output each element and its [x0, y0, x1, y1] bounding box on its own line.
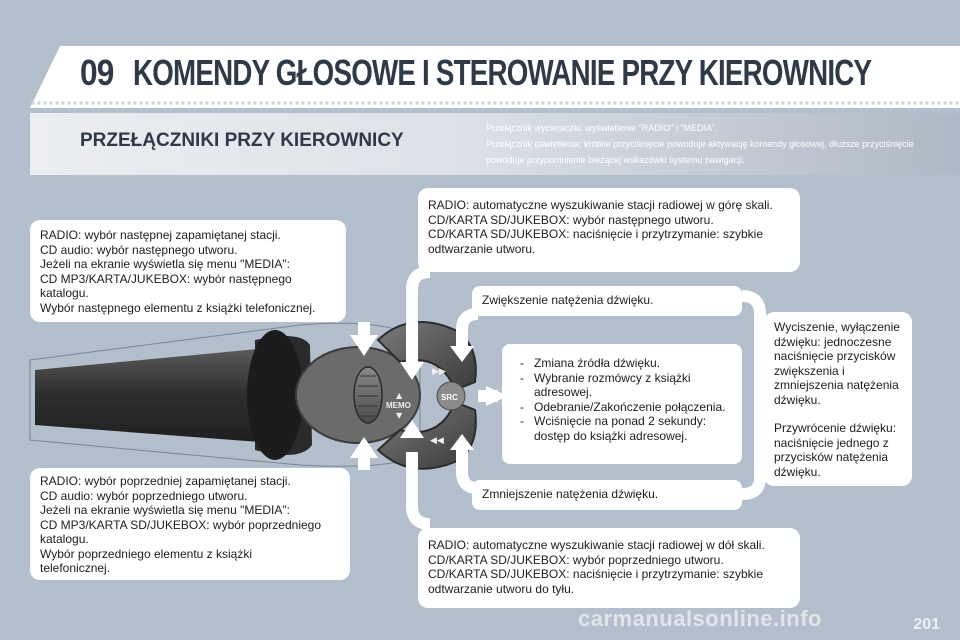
- memo-up-arrow: ▲: [396, 391, 403, 400]
- list-item: - Odebranie/Zakończenie połączenia.: [534, 400, 732, 415]
- page-number: 201: [913, 616, 940, 633]
- section-description-line-1: Przełącznik wycieraczki: wyświetlenie "RADIO" i "MEDIA".: [486, 123, 718, 133]
- list-item: - Wybranie rozmówcy z książki adresowej.: [534, 371, 732, 400]
- callout-line: CD/KARTA SD/JUKEBOX: wybór następnego utworu.: [428, 212, 714, 227]
- callout-seek-up: [418, 188, 800, 272]
- memo-knob: [354, 367, 382, 423]
- section-description-line-2: Przełącznik oświetlenia: krótkie przyciśnięcie powoduje aktywację komendy głosowej, dłuższe przyciśnięcie powoduje przypomnienie bieżącej wskazówki systemu nawigacji.: [486, 139, 914, 165]
- prev-icon: ◀◀: [430, 436, 444, 446]
- connector-mute: [742, 296, 760, 494]
- callout-previous-preset: [30, 468, 350, 580]
- callout-line: RADIO: wybór następnej zapamiętanej stacji.: [40, 228, 281, 242]
- callout-line: Wybór następnego elementu z książki telefonicznej.: [40, 300, 316, 315]
- callout-line: CD audio: wybór poprzedniego utworu.: [40, 488, 248, 503]
- callout-line: Przywrócenie dźwięku: naciśnięcie jednego z przycisków natężenia dźwięku.: [774, 421, 897, 479]
- callout-seek-down: [418, 528, 800, 608]
- page-title: KOMENDY GŁOSOWE I STEROWANIE PRZY KIEROWNICY: [133, 52, 872, 93]
- callout-source: [502, 344, 742, 464]
- list-item: - Wciśnięcie na ponad 2 sekundy: dostęp do książki adresowej.: [534, 414, 732, 443]
- callout-line: CD audio: wybór następnego utworu.: [40, 242, 238, 257]
- callout-line: Jeżeli na ekranie wyświetla się menu "MEDIA":: [40, 257, 290, 271]
- source-list: [514, 356, 732, 443]
- stalk-cap: [247, 330, 303, 460]
- callout-line: CD MP3/KARTA SD/JUKEBOX: wybór poprzedniego katalogu.: [40, 517, 322, 546]
- callout-line: Jeżeli na ekranie wyświetla się menu "MEDIA":: [40, 503, 290, 517]
- callout-line: Wybór poprzedniego elementu z książki telefonicznej.: [40, 546, 252, 575]
- callout-line: CD MP3/KARTA/JUKEBOX: wybór następnego katalogu.: [40, 271, 292, 300]
- callout-line: CD/KARTA SD/JUKEBOX: naciśnięcie i przytrzymanie: szybkie odtwarzanie utworu do tyłu.: [428, 567, 763, 596]
- list-item: - Zmiana źródła dźwięku.: [534, 356, 732, 371]
- callout-line: CD/KARTA SD/JUKEBOX: naciśnięcie i przytrzymanie: szybkie odtwarzanie utworu.: [428, 227, 763, 256]
- section-title: PRZEŁĄCZNIKI PRZY KIEROWNICY: [80, 130, 404, 151]
- callout-next-preset: [30, 220, 346, 322]
- callout-line: RADIO: automatyczne wyszukiwanie stacji radiowej w górę skali.: [428, 198, 773, 212]
- callout-line: Zwiększenie natężenia dźwięku.: [482, 293, 654, 307]
- callout-volume-down: [472, 480, 742, 510]
- src-label: SRC: [441, 393, 458, 402]
- memo-label: MEMO: [386, 401, 411, 410]
- callout-line: Wyciszenie, wyłączenie dźwięku: jednoczesne naciśnięcie przycisków zwiększenia i zmniejszenia natężenia dźwięku.: [774, 320, 900, 407]
- callout-line: RADIO: automatyczne wyszukiwanie stacji radiowej w dół skali.: [428, 538, 765, 552]
- next-icon: ▶▶: [432, 367, 446, 377]
- chapter-number: 09: [80, 52, 114, 93]
- callout-line: RADIO: wybór poprzedniej zapamiętanej stacji.: [40, 474, 291, 488]
- callout-volume-up: [472, 286, 742, 316]
- watermark: carmanualsonline.info: [578, 606, 822, 631]
- memo-down-arrow: ▼: [396, 411, 403, 420]
- callout-mute: [764, 312, 912, 486]
- callout-line: CD/KARTA SD/JUKEBOX: wybór poprzedniego utworu.: [428, 552, 724, 567]
- callout-line: Zmniejszenie natężenia dźwięku.: [482, 487, 659, 501]
